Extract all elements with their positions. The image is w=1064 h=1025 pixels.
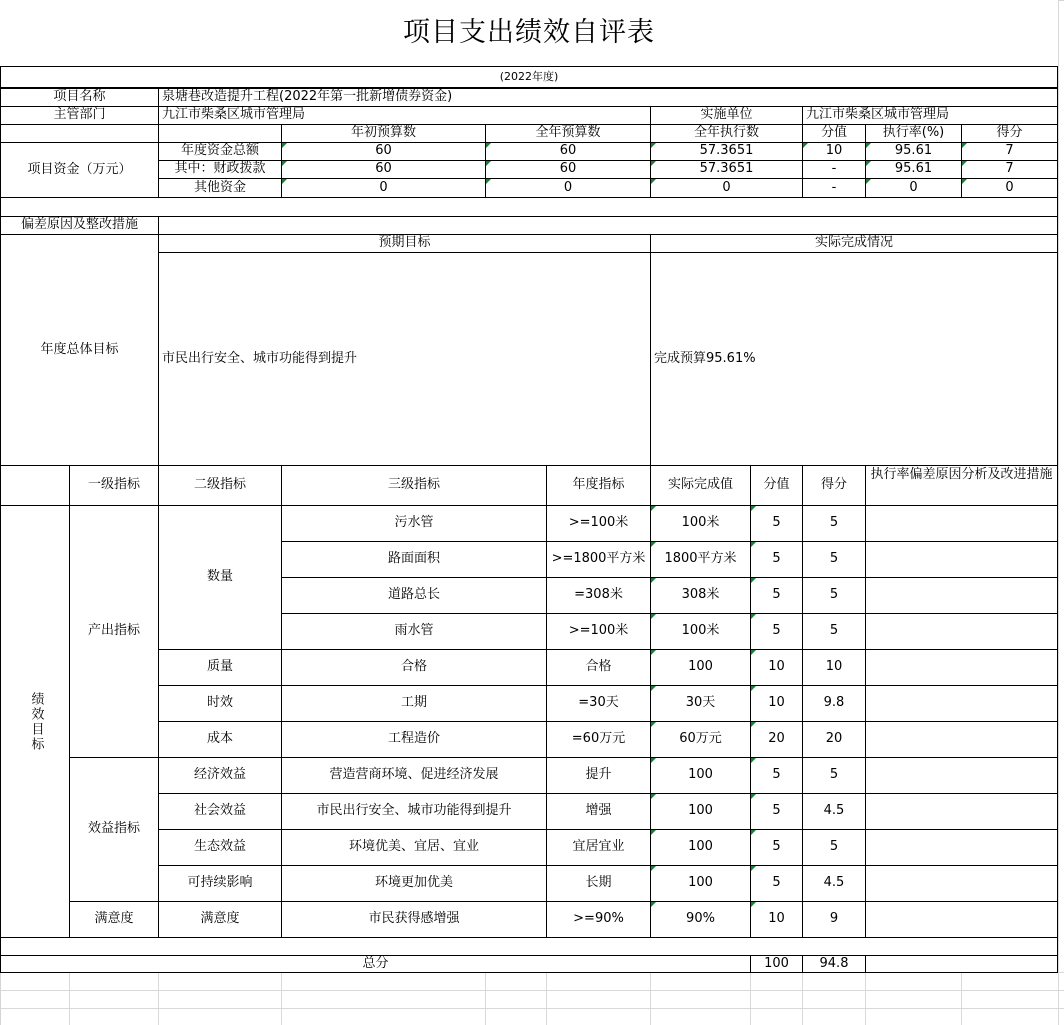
analysis-cell <box>865 613 1058 650</box>
level3-cell: 工程造价 <box>281 721 547 758</box>
score-cell: 5 <box>802 757 866 794</box>
weight-cell: 5 <box>750 505 803 542</box>
header-weight: 分值 <box>750 465 803 506</box>
level2-social: 社会效益 <box>158 793 282 830</box>
department-value: 九江市柴桑区城市管理局 <box>158 106 651 125</box>
implementing-unit-value: 九江市柴桑区城市管理局 <box>802 106 1058 125</box>
score-cell: 4.5 <box>802 793 866 830</box>
actual-value-cell: 100 <box>650 793 751 830</box>
funds-row-label: 年度资金总额 <box>158 142 282 161</box>
analysis-cell <box>865 757 1058 794</box>
implementing-unit-label: 实施单位 <box>650 106 803 125</box>
funds-header-executed: 全年执行数 <box>650 124 803 143</box>
level2-quality: 质量 <box>158 649 282 686</box>
level3-cell: 营造营商环境、促进经济发展 <box>281 757 547 794</box>
level2-economic: 经济效益 <box>158 757 282 794</box>
weight-cell: 10 <box>750 685 803 722</box>
analysis-cell <box>865 829 1058 866</box>
level2-timeliness: 时效 <box>158 685 282 722</box>
annual-target-cell: 提升 <box>546 757 651 794</box>
funds-row-label: 其他资金 <box>158 178 282 198</box>
total-label: 总分 <box>0 955 751 973</box>
score-cell: 10 <box>802 649 866 686</box>
level3-cell: 路面面积 <box>281 541 547 578</box>
gridline <box>69 972 70 1025</box>
weight-cell: 10 <box>750 901 803 938</box>
funds-header-score: 得分 <box>961 124 1058 143</box>
header-score: 得分 <box>802 465 866 506</box>
annual-target-cell: 长期 <box>546 865 651 902</box>
indicator-header-blank <box>0 465 70 506</box>
analysis-cell <box>865 505 1058 542</box>
gridline <box>865 972 866 1025</box>
funds-cell: 7 <box>961 160 1058 179</box>
level3-cell: 环境更加优美 <box>281 865 547 902</box>
expected-goal-text: 市民出行安全、城市功能得到提升 <box>158 252 651 466</box>
total-weight: 100 <box>750 955 803 973</box>
level3-cell: 工期 <box>281 685 547 722</box>
gridline <box>1058 0 1059 1025</box>
analysis-cell <box>865 541 1058 578</box>
funds-header-rate: 执行率(%) <box>865 124 962 143</box>
gridline <box>281 972 282 1025</box>
funds-header-blank <box>0 124 159 143</box>
annual-target-cell: =308米 <box>546 577 651 614</box>
actual-value-cell: 100 <box>650 649 751 686</box>
total-score: 94.8 <box>802 955 866 973</box>
actual-value-cell: 308米 <box>650 577 751 614</box>
annual-target-cell: >=1800平方米 <box>546 541 651 578</box>
deviation-value <box>158 216 1058 235</box>
expected-goal-header: 预期目标 <box>158 234 651 253</box>
blank-row <box>0 197 1058 217</box>
actual-completion-header: 实际完成情况 <box>650 234 1058 253</box>
funds-cell: 95.61 <box>865 160 962 179</box>
score-cell: 5 <box>802 505 866 542</box>
score-cell: 5 <box>802 577 866 614</box>
score-cell: 9 <box>802 901 866 938</box>
funds-cell: 60 <box>281 142 486 161</box>
annual-target-cell: >=100米 <box>546 613 651 650</box>
score-cell: 5 <box>802 541 866 578</box>
level3-cell: 市民出行安全、城市功能得到提升 <box>281 793 547 830</box>
funds-cell: 0 <box>865 178 962 198</box>
level2-cost: 成本 <box>158 721 282 758</box>
header-level3: 三级指标 <box>281 465 547 506</box>
gridline <box>0 1008 1064 1009</box>
score-cell: 5 <box>802 613 866 650</box>
funds-cell: - <box>802 178 866 198</box>
annual-target-cell: >=90% <box>546 901 651 938</box>
analysis-cell <box>865 649 1058 686</box>
funds-header-weight: 分值 <box>802 124 866 143</box>
funds-cell: - <box>802 160 866 179</box>
annual-target-cell: =30天 <box>546 685 651 722</box>
level1-satisfaction: 满意度 <box>69 901 159 938</box>
gridline <box>802 972 803 1025</box>
actual-completion-text: 完成预算95.61% <box>650 252 1058 466</box>
funds-section-label: 项目资金（万元） <box>0 142 159 198</box>
annual-target-cell: 宜居宜业 <box>546 829 651 866</box>
sheet-title: 项目支出绩效自评表 <box>0 0 1058 66</box>
weight-cell: 10 <box>750 649 803 686</box>
weight-cell: 5 <box>750 757 803 794</box>
funds-cell: 60 <box>281 160 486 179</box>
funds-row-label: 其中：财政拨款 <box>158 160 282 179</box>
header-actual-value: 实际完成值 <box>650 465 751 506</box>
annual-target-cell: >=100米 <box>546 505 651 542</box>
actual-value-cell: 100 <box>650 757 751 794</box>
department-label: 主管部门 <box>0 106 159 125</box>
header-analysis: 执行率偏差原因分析及改进措施 <box>865 465 1058 506</box>
score-cell: 4.5 <box>802 865 866 902</box>
year-label: (2022年度) <box>0 66 1058 88</box>
score-cell: 20 <box>802 721 866 758</box>
weight-cell: 20 <box>750 721 803 758</box>
gridline <box>546 972 547 1025</box>
gridline <box>485 972 486 1025</box>
deviation-label: 偏差原因及整改措施 <box>0 216 159 235</box>
analysis-cell <box>865 865 1058 902</box>
header-annual-target: 年度指标 <box>546 465 651 506</box>
weight-cell: 5 <box>750 793 803 830</box>
funds-cell: 57.3651 <box>650 142 803 161</box>
annual-target-cell: 增强 <box>546 793 651 830</box>
analysis-cell <box>865 577 1058 614</box>
project-name-label: 项目名称 <box>0 88 159 107</box>
funds-cell: 7 <box>961 142 1058 161</box>
actual-value-cell: 100 <box>650 865 751 902</box>
actual-value-cell: 90% <box>650 901 751 938</box>
gridline <box>961 972 962 1025</box>
gridline <box>650 972 651 1025</box>
gridline <box>750 972 751 1025</box>
project-name-value: 泉塘巷改造提升工程(2022年第一批新增债券资金) <box>158 88 1058 107</box>
annual-target-cell: 合格 <box>546 649 651 686</box>
level3-cell: 雨水管 <box>281 613 547 650</box>
level2-ecological: 生态效益 <box>158 829 282 866</box>
funds-header-annual: 全年预算数 <box>485 124 651 143</box>
funds-cell: 57.3651 <box>650 160 803 179</box>
performance-goal-label: 绩效目标 <box>0 505 70 938</box>
level3-cell: 污水管 <box>281 505 547 542</box>
analysis-cell <box>865 793 1058 830</box>
funds-cell: 60 <box>485 142 651 161</box>
level2-sustainable: 可持续影响 <box>158 865 282 902</box>
funds-cell: 0 <box>961 178 1058 198</box>
blank-row-2 <box>0 937 1058 956</box>
header-level2: 二级指标 <box>158 465 282 506</box>
level3-cell: 环境优美、宜居、宜业 <box>281 829 547 866</box>
analysis-cell <box>865 685 1058 722</box>
gridline <box>158 972 159 1025</box>
actual-value-cell: 100米 <box>650 613 751 650</box>
level2-quantity: 数量 <box>158 505 282 650</box>
funds-header-initial: 年初预算数 <box>281 124 486 143</box>
weight-cell: 5 <box>750 577 803 614</box>
funds-cell: 95.61 <box>865 142 962 161</box>
level3-cell: 市民获得感增强 <box>281 901 547 938</box>
actual-value-cell: 100 <box>650 829 751 866</box>
funds-cell: 10 <box>802 142 866 161</box>
weight-cell: 5 <box>750 541 803 578</box>
weight-cell: 5 <box>750 865 803 902</box>
gridline <box>0 990 1064 991</box>
annual-goal-label: 年度总体目标 <box>0 234 159 466</box>
actual-value-cell: 30天 <box>650 685 751 722</box>
funds-cell: 0 <box>650 178 803 198</box>
header-level1: 一级指标 <box>69 465 159 506</box>
actual-value-cell: 60万元 <box>650 721 751 758</box>
funds-cell: 0 <box>485 178 651 198</box>
funds-cell: 0 <box>281 178 486 198</box>
level1-output: 产出指标 <box>69 505 159 758</box>
level3-cell: 合格 <box>281 649 547 686</box>
funds-cell: 60 <box>485 160 651 179</box>
total-blank <box>865 955 1058 973</box>
analysis-cell <box>865 901 1058 938</box>
weight-cell: 5 <box>750 613 803 650</box>
score-cell: 5 <box>802 829 866 866</box>
analysis-cell <box>865 721 1058 758</box>
funds-header-blank2 <box>158 124 282 143</box>
annual-target-cell: =60万元 <box>546 721 651 758</box>
score-cell: 9.8 <box>802 685 866 722</box>
level2-satisfaction: 满意度 <box>158 901 282 938</box>
actual-value-cell: 100米 <box>650 505 751 542</box>
level1-benefit: 效益指标 <box>69 757 159 902</box>
actual-value-cell: 1800平方米 <box>650 541 751 578</box>
weight-cell: 5 <box>750 829 803 866</box>
level3-cell: 道路总长 <box>281 577 547 614</box>
